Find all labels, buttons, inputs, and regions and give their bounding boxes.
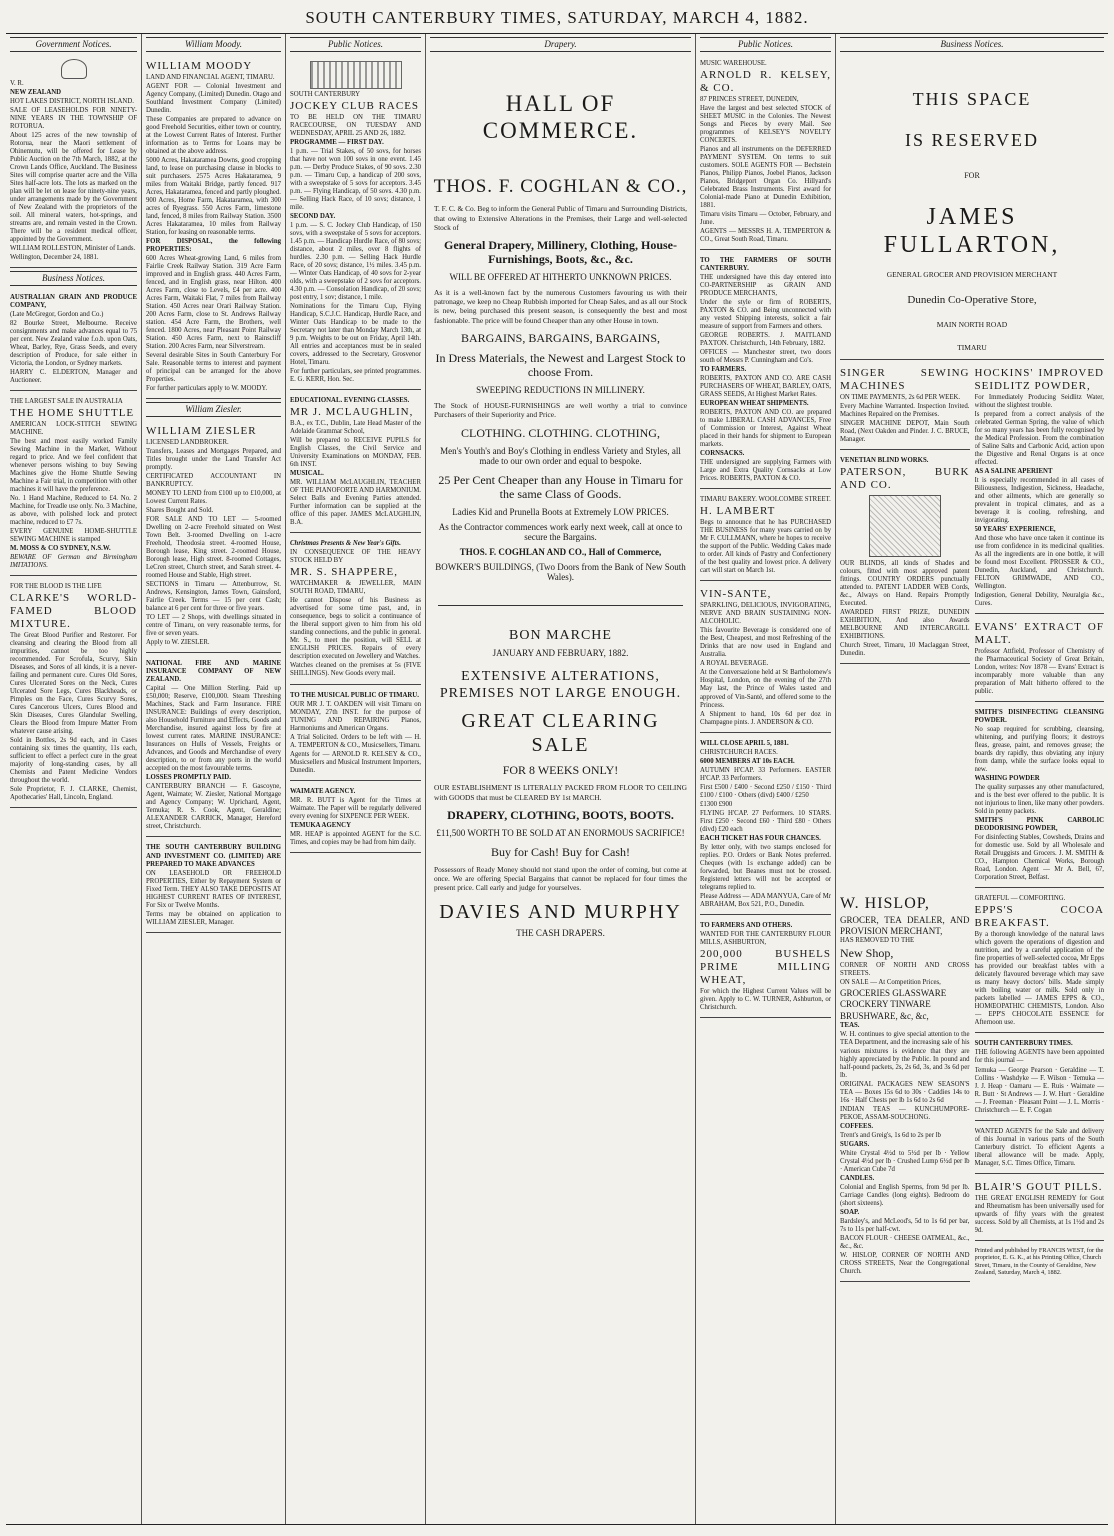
section-header: William Ziesler. (146, 402, 281, 417)
ad-epps-cocoa (975, 891, 1105, 1033)
ad-body: At the Conversazione held at St Bartholomew's Hospital, London, on the evening of the 27th May last, the Prince of Wales tasted and approved of Vin-Santé, and offered some to the Princess. (700, 669, 831, 709)
coghlan-offered: WILL BE OFFERED AT HITHERTO UNKNOWN PRICES. (449, 272, 672, 283)
clothing-sub: Men's Youth's and Boy's Clothing in endless Variety and Styles, all made to our own order and equal to bespoke. (440, 445, 681, 467)
royal-crest-icon (61, 59, 87, 79)
divider (438, 605, 683, 606)
buy-for-cash: Buy for Cash! Buy for Cash! (491, 844, 630, 859)
ad-title: EPPS'S COCOA BREAKFAST. (974, 904, 1104, 930)
ad-money: MONEY TO LEND from £100 up to £10,000, at Lowest Current Rates. (146, 489, 281, 505)
ad-sold: Sold in Bottles, 2s 9d each, and in Cases containing six times the quantity, 11s each, sufficient to effect a perfect cure in the great majority of long-standing cases, by all Chemists and Patent Medicine Vendors throughout the world. (10, 737, 137, 785)
ad-heading: EUROPEAN WHEAT SHIPMENTS. (700, 400, 809, 408)
ad-crockery: CROCKERY TINWARE (840, 999, 931, 1010)
ad-title: HOCKINS' IMPROVED SEIDLITZ POWDER, (974, 366, 1104, 392)
contractor-line: As the Contractor commences work early next week, call at once to secure the Bargains. (438, 521, 683, 543)
ad-heading: SALE OF LEASEHOLDS FOR NINETY-NINE YEARS IN THE TOWNSHIP OF ROTORUA. (10, 106, 137, 130)
ad-agents: CANTERBURY BRANCH — F. Gascoyne, Agent, Waimate; W. Ziesler, National Mortgage and Agency Company; W. Uprichard, Agent, Temuka; R. S. Cook, Agent, Geraldine; ALEXANDER CARRICK, Manager, Hereford street, Christchurch. (146, 783, 281, 831)
columns (6, 34, 1108, 1525)
ad-body: For which the Highest Current Values will be given. Apply to C. W. TURNER, Ashburton, or Christchurch. (700, 987, 831, 1011)
ad-title: 200,000 BUSHELS PRIME MILLING WHEAT, (700, 947, 831, 986)
ad-signature: A Shipment to hand, 10s 6d per doz in Champagne pints. J. ANDERSON & CO. (700, 710, 831, 726)
ad-title: H. LAMBERT (700, 505, 776, 518)
ad-banner: THE LARGEST SALE IN AUSTRALIA (10, 397, 123, 405)
ad-heading: TO FARMERS. (700, 366, 747, 374)
ad-heading: WASHING POWDER (974, 775, 1040, 783)
ad-building-investment (146, 840, 281, 932)
ad-heading: COFFEES. (840, 1122, 874, 1130)
ad-members: 6000 MEMBERS AT 10s EACH. (700, 757, 795, 765)
ad-town: Several desirable Sites in South Canterbury For Sale. Reasonable terms to interest and payment of principal can be arranged for the above Properties. (146, 352, 281, 384)
ad-body: Capital — One Million Sterling. Paid up £50,000; Reserve, £100,000. Steam Threshing Machines, Stack and Farm Insurance. FIRE INSURANCE: Buildings of every description, also Household Furniture and Effects, Goods and Merchandise, insured against loss by fire at lowest current rates. MARINE INSURANCE: Insurances on Hulls of Vessels, Freights or Advances, and Goods and Merchandise of every description, to or from any ports in the world accepted on the most favourable terms. (146, 685, 281, 773)
ad-title: NEW ZEALAND (10, 88, 62, 96)
ad-subtitle: GROCER, TEA DEALER, AND PROVISION MERCHANT, (840, 915, 970, 936)
ad-national-insurance (146, 656, 281, 837)
ad-address: Church Street, Timaru, 10 Maclaggan Street, Dunedin. (840, 641, 970, 657)
road-line: MAIN NORTH ROAD (936, 319, 1008, 329)
ad-kelsey (700, 56, 831, 250)
coghlan-intro: T. F. C. & Co. Beg to inform the General Public of Timaru and Surrounding Districts, that owing to Extensive Alterations in the Premises, their Large and well-selected Stock of (434, 204, 687, 232)
two-column-ads-lower (840, 891, 1104, 1285)
coghlan-para: As it is a well-known fact by the numerous Customers favouring us with their patronage, we keep no Cheap Rubbish imported for Cheap Sales, and as all our Stock is new, being purchased this present season, is consequently the best and most fashionable. The price will be found Cheaper than any other House in town. (434, 287, 687, 325)
ad-sections: SECTIONS in Timaru — Attenburrow, St. Andrews, Kensington, James Town, Gainsford, Fairlie Creek. Terms — 15 per cent Cash; balance at 6 per cent for three or five years. (146, 581, 281, 613)
ad-brush: BRUSHWARE, &c, &c, (840, 1010, 929, 1021)
grocer-line: GENERAL GROCER AND PROVISION MERCHANT (886, 270, 1058, 280)
ad-signature: Terms may be obtained on application to WILLIAM ZIESLER, Manager. (146, 910, 281, 926)
ad-body: By a thorough knowledge of the natural laws which govern the operations of digestion and nutrition, and by a careful application of the fine properties of well-selected cocoa, Mr Epps has provided our breakfast tables with a delicately flavoured beverage which may save us many heavy doctors' bills. Made simply with boiling water or milk. Sold only in packets labelled — JAMES EPPS & CO., HOMŒOPATHIC CHEMISTS, London. Also — EPP'S CHOCOLATE ESSENCE for Afternoon use. (974, 931, 1104, 1027)
section-header: Business Notices. (10, 271, 137, 286)
ad-awarded: AWARDED FIRST PRIZE, DUNEDIN EXHIBITION, And also Awards MELBOURNE AND INTERCARGILL EXHIBITIONS. (840, 608, 970, 640)
cheaper-line: 25 Per Cent Cheaper than any House in Timaru for the same Class of Goods. (438, 472, 683, 502)
ad-day2: 1 p.m. — S. C. Jockey Club Handicap, of 150 sovs, with a sweepstake of 5 sovs for acceptors. 1.45 p.m. — Handicap Hurdle Race, of 80 sovs; distance, about 2 miles, over 8 flights of hurdles. 2.30 p.m. — Selling Hack Hurdle Race, of 20 sovs; distance, 1½ miles. 3.45 p.m. — Winter Oats Handicap, of 40 sovs for 2-year olds, with a sweepstake of 2 sovs for acceptors. 4.30 p.m. — Consolation Handicap, of 20 sovs; post entry, 1 sov; distance, 1 mile. (290, 221, 422, 301)
ad-hockins (975, 363, 1105, 614)
ad-bacon: BACON FLOUR · CHEESE OATMEAL, &c., &c., &c. (840, 1234, 970, 1250)
ad-address: Please Address — ADA MANYUA, Care of Mr ABRAHAM, Box 521, P.O., Dunedin. (700, 892, 832, 908)
column-drapery (426, 34, 696, 1524)
drapery-boots-line: DRAPERY, CLOTHING, BOOTS, BOOTS. (447, 807, 674, 822)
bon-marche-date: JANUARY AND FEBRUARY, 1882. (492, 648, 629, 659)
ad-ziesler (146, 421, 281, 653)
ad-body: THE following AGENTS have been appointed for this journal — (974, 1049, 1104, 1065)
ad-body: Under the style or firm of ROBERTS, PAXTON & CO. and Being unconnected with any vested Shipping interests, solicit a fair measure of support from Farmers and others. (700, 298, 831, 330)
great-clearing-sale: GREAT CLEARING SALE (461, 710, 660, 756)
ad-body: Have the largest and best selected STOCK of SHEET MUSIC in the Colonies. The Newest Songs and Pieces by every Mail. See programmes of KELSEY'S NOVELTY CONCERTS. (700, 104, 831, 144)
ad-subtitle: LAND AND FINANCIAL AGENT, TIMARU. (146, 73, 275, 81)
ad-subtitle: SPARKLING, DELICIOUS, INVIGORATING, NERVE AND BRAIN SUSTAINING NON-ALCOHOLIC. (700, 602, 831, 626)
ad-body: Transfers, Leases and Mortgages Prepared, and Titles brought under the Land Transfer Act promptly. (146, 447, 281, 471)
ad-body: THE undersigned have this day entered into CO-PARTNERSHIP as GRAIN AND PRODUCE MERCHANTS, (700, 273, 831, 297)
ad-body: W. H. continues to give special attention to the TEA Department, and the increasing sale of his various mixtures is evidence that they are highly appreciated by the Public. In pound and half-pound packets, 2s, 2s 6d, 3s, and 3s 6d per lb. (840, 1031, 970, 1079)
ad-tag: GRATEFUL — COMFORTING. (974, 895, 1066, 903)
boots-line: Ladies Kid and Prunella Boots at Extremely LOW PRICES. (452, 507, 669, 518)
ad-title: THE HOME SHUTTLE (10, 406, 135, 419)
ad-body: The quality surpasses any other manufactured, and is the best ever offered to the public. It is not injurious to linen, like many other powders. Sold in penny packets. (974, 784, 1104, 816)
ad-title: CLARKE'S WORLD-FAMED BLOOD MIXTURE. (10, 592, 137, 630)
ad-body: WANTED AGENTS for the Sale and delivery of this Journal in various parts of the South Canterbury district. To efficient Agents a liberal allowance will be made. Apply, Manager, S.C. Times Office, Timaru. (974, 1127, 1104, 1167)
section-header: Public Notices. (700, 37, 831, 52)
ad-jockey-club (290, 56, 421, 391)
ad-heading: SOAP. (840, 1208, 860, 1216)
ad-heading: SOUTH CANTERBURY TIMES. (974, 1040, 1073, 1048)
ad-heading: EDUCATIONAL. EVENING CLASSES. (290, 397, 410, 405)
ad-signature: WILLIAM ROLLESTON, Minister of Lands. (10, 244, 136, 252)
extensive-alterations: EXTENSIVE ALTERATIONS, PREMISES NOT LARGE ENOUGH. (439, 668, 682, 701)
ad-title: ARNOLD R. KELSEY, & CO. (700, 68, 831, 94)
racehorse-icon (310, 61, 402, 89)
bon-marche-title: BON MARCHE (509, 627, 612, 643)
ad-waimate-agency (290, 784, 421, 853)
ad-body: The Great Blood Purifier and Restorer. For cleansing and clearing the Blood from all impurities, cannot be too highly recommended. For Scrofula, Scurvy, Skin Diseases, and Sores of all kinds, it is a never-failing and permanent cure. Cures Old Sores, Cures Ulcerated Sores on the Neck, Cures Ulcerated Sore Legs, Cures Blackheads, or Pimples on the Face, Cures Scurvy Sores, Cures Cancerous Ulcers, Cures Blood and Skin Diseases, Cures Glandular Swelling, Clears the Blood from Impure Matter From whatever cause arising. (10, 631, 137, 736)
house-furnishings: The Stock of HOUSE-FURNISHINGS are well worthy a trial to convince Purchasers of their Superiority and Price. (434, 401, 687, 420)
ad-list: FOR SALE AND TO LET — 5-roomed Dwelling on 2-acre Freehold situated on West Town Belt. 3-roomed Dwelling on 1-acre Freehold, Theodosia street. 4-roomed House, Borough lease, King street. 2-roomed House, Borough lease, High street. 8-roomed Cottages, LeCren street, Church street, and Sarah street. 4-roomed House and Stable, High street. (146, 515, 281, 580)
column-william-moody (142, 34, 286, 1524)
ad-terms: ON TIME PAYMENTS, 2s 6d PER WEEK. (840, 393, 961, 401)
ad-shappere (290, 536, 421, 684)
coghlan-sign: THOS. F. COGHLAN AND CO., Hall of Commerce, (459, 547, 662, 558)
ad-heading: WAIMATE AGENCY. (290, 787, 356, 795)
ad-flour-mills (700, 918, 831, 1018)
ad-onsale: ON SALE — At Competition Prices, (840, 978, 941, 986)
ad-heading: SMITH'S PINK CARBOLIC DEODORISING POWDER, (974, 817, 1104, 833)
ad-subtitle: SOUTH CANTERBURY (290, 90, 361, 98)
ad-where: TO BE HELD ON THE TIMARU RACECOURSE, ON TUESDAY AND WEDNESDAY, APRIL 25 AND 26, 1882. (290, 113, 421, 137)
ad-signature: Sole Proprietor, F. J. CLARKE, Chemist, Apothecaries' Hall, Lincoln, England. (10, 786, 137, 802)
ad-body: ROBERTS, PAXTON AND CO. ARE CASH PURCHASERS OF WHEAT, BARLEY, OATS, GRASS SEEDS, At Highest Market Rates. (700, 375, 831, 399)
ad-title: NATIONAL FIRE AND MARINE INSURANCE COMPANY OF NEW ZEALAND. (146, 660, 281, 684)
ad-body: OUR BLINDS, all kinds of Shades and colours, fitted with most approved patent fittings. COUNTRY ORDERS punctually attended to. PATENT LADDER WEB Cords, &c., Always on Hand. Repairs Promptly Executed. (840, 559, 970, 607)
ad-subtitle: For Immediately Producing Seidlitz Water, without the slightest trouble. (974, 393, 1104, 409)
ad-heading: CANDLES. (840, 1174, 875, 1182)
ad-clarke-blood-mixture (10, 579, 137, 808)
ad-body: Trent's and Greig's, 1s 6d to 2s per lb (840, 1131, 941, 1139)
right-subcolumn (975, 363, 1105, 892)
fullarton-name: JAMES FULLARTON, (883, 203, 1061, 258)
ad-title: BLAIR'S GOUT PILLS. (974, 1180, 1103, 1193)
ad-genuine: EVERY GENUINE HOME-SHUTTLE SEWING MACHINE is stamped (10, 527, 137, 543)
ad-body: THE undersigned are supplying Farmers with Large and Extra Quality Cornsacks at Low Prices. ROBERTS, PAXTON & CO. (700, 459, 831, 483)
coghlan-stock: General Drapery, Millinery, Clothing, House-Furnishings, Boots, &c., &c. (444, 238, 677, 267)
ad-title: EVANS' EXTRACT OF MALT. (974, 620, 1104, 646)
ad-agents: Temuka — George Pearson · Geraldine — T. Collins · Washdyke — F. Wilson · Temuka — J. J. Heap · Oamaru — E. Ruis · Waimate — R. Butt · St Andrews — J. W. Hurt · Geraldine — J. Freeman · Pleasant Point — J. L. Morris · Christchurch — E. F. Cogan (974, 1066, 1104, 1114)
ad-list: 600 Acres Wheat-growing Land, 6 miles from Fairlie Creek Railway Station. 319 Acre Farm improved and in English grass. 440 Acres Farm, fenced, and in English grass, near Hilton. 400 Acres Farm, close to Levels, £4 per acre. 400 Acres Farm, Waitaki Flat, 7 miles from Railway Station. 450 Acres near Orari Railway Station. 200 Acres Farm, close to St. Andrews Railway station. 454 Acre Farm, the Brothers, well fenced. 1800 Acres, near Pleasant Point Railway Station. 450 Acres Farm, next to Rainscliff Station. 200 Acres Farm, near Silverstream. (146, 254, 281, 351)
ad-christchurch-races (700, 736, 831, 915)
ad-heading: VENETIAN BLIND WORKS. (840, 456, 929, 464)
ad-body: White Crystal 4½d to 5½d per lb · Yellow Crystal 4½d per lb · Crushed Lump 6½d per lb · American Cube 7d (840, 1149, 970, 1173)
ad-totals: £1300 £900 (700, 800, 733, 808)
ad-prices: No. 1 Hand Machine, Reduced to £4. No. 2 Machine, for Treadle use only. No. 3 Machine, as above, with polished lock and protect machine, reduced to £7 7s. (10, 494, 137, 526)
ad-agents: AGENTS — MESSRS H. A. TEMPERTON & CO., Great South Road, Timaru. (700, 227, 831, 243)
ad-intro: IN CONSEQUENCE OF THE HEAVY STOCK HELD BY (290, 549, 421, 565)
ad-signature: GEORGE ROBERTS. J. MAITLAND PAXTON. Christchurch, 14th February, 1882. (700, 331, 831, 347)
eight-weeks: FOR 8 WEEKS ONLY! (502, 763, 619, 778)
ad-signature: HARRY C. ELDERTON, Manager and Auctioneer. (10, 368, 137, 384)
ad-handicaps: AUTUMN H'CAP. 33 Performers. EASTER H'CAP. 33 Performers. (700, 766, 831, 782)
ad-grain-company (10, 290, 137, 391)
ready-money-para: Possessors of Ready Money should not stand upon the order of coming, but come at once. We are offering Special Bargains that cannot be replaced for four times the present price. Call early and judge for yourselves. (434, 864, 687, 893)
ad-signature: For further particulars apply to W. MOODY. (146, 385, 268, 393)
ad-heading: TEMUKA AGENCY (290, 821, 351, 829)
left-subcolumn (840, 363, 970, 892)
ad-let: TO LET — 2 Shops, with dwellings situated in centre of Timaru, on very reasonable terms, for five or seven years. (146, 614, 281, 638)
ad-address: 87 PRINCES STREET, DUNEDIN, (700, 95, 799, 103)
ad-educational (290, 393, 421, 533)
imprint: Printed and published by FRANCIS WEST, for the proprietor, E. G. K., at his Printing Office, Church Street, Timaru, in the County of Geraldine, New Zealand, Saturday, March 4, 1882. (974, 1247, 1104, 1277)
hall-of-commerce-title: HALL OF COMMERCE. (482, 90, 639, 143)
ad-groceries: GROCERIES GLASSWARE (840, 987, 947, 998)
ad-agent: AGENT FOR — Colonial Investment and Agency Company, (Limited) Dunedin. Otago and Southland Investment Company (Limited) Dunedin. (146, 82, 281, 114)
ad-blair-pills (975, 1177, 1105, 1241)
ad-signature: SINGER MACHINE DEPOT, Main South Road, (Next Oakden and Pinder. J. C. BRUCE, Manager. (840, 419, 970, 443)
ad-subtitle: WANTED FOR THE CANTERBURY FLOUR MILLS, ASHBURTON, (700, 930, 831, 946)
ad-title: SINGER SEWING MACHINES (840, 366, 970, 392)
ad-heading: FOR DISPOSAL, the following PROPERTIES: (146, 237, 281, 253)
ad-piano-tuning (290, 688, 421, 781)
ad-subtitle: AMERICAN LOCK-STITCH SEWING MACHINE. (10, 420, 137, 436)
ad-signature: For further particulars, see printed programmes. E. G. KERR, Hon. Sec. (290, 368, 421, 384)
ad-moody (146, 56, 281, 400)
ad-body: This favourite Beverage is considered one of the Best, Cheapest, and most Refreshing of the Drinks that are now used in England and Australia. (700, 627, 831, 659)
ad-body: It is especially recommended in all cases of Biliousness, Indigestion, Sickness, Headache, and other ailments, which are generally so prevalent in tropical climates, and as a beverage it is cooling, refreshing, and invigorating. (974, 476, 1104, 524)
ad-body: Begs to announce that he has PURCHASED THE BUSINESS for many years carried on by Mr F. CULLMANN, where he hopes to receive the support of the Public. Wedding Cakes made to order. All kinds of Pastry and Confectionery of the best quality and lowest price. A delivery cart will start on March 1st. (700, 519, 831, 575)
ad-indian: INDIAN TEAS — KUNCHUMPORE-PEKOE, ASSAM-SOUCHONG. (840, 1105, 970, 1121)
ad-trial: A Trial Solicited. Orders to be left with — H. A. TEMPERTON & CO., Musicsellers, Timaru. (290, 733, 421, 749)
ad-subtitle: WATCHMAKER & JEWELLER, MAIN SOUTH ROAD, TIMARU, (290, 580, 421, 596)
masthead: SOUTH CANTERBURY TIMES, SATURDAY, MARCH 4, 1882. (6, 6, 1108, 34)
ad-offices: OFFICES — Manchester street, two doors south of Messrs P. Cunningham and Co's. (700, 349, 831, 365)
venetian-blind-icon (869, 495, 941, 557)
section-header: Drapery. (430, 37, 691, 52)
section-header: Public Notices. (290, 37, 421, 52)
ad-heading: MUSICAL. (290, 470, 324, 478)
ad-date: Wellington, December 24, 1881. (10, 253, 99, 261)
ad-title: THE SOUTH CANTERBURY BUILDING AND INVESTMENT CO. (LIMITED) ARE PREPARED TO MAKE ADVANCES (146, 844, 281, 868)
ad-title: SMITH'S DISINFECTING CLEANSING POWDER. (974, 708, 1104, 724)
ad-body: Every Machine Warranted. Inspection Invited. Machines Repaired on the Premises. (840, 402, 970, 418)
ad-nominations: Nominations for the Timaru Cup, Flying Handicap, S.C.J.C. Handicap, Hurdle Race, and Winter Oats Handicap to be made to the Secretary not later than Monday March 13th, at 9 p.m. Weights to be out on Friday, April 14th. All entries and acceptances must be in sealed covers, addressed to the Secretary, Grosvenor Hotel, Timaru. (290, 302, 421, 367)
ad-timaru-bakery (700, 492, 831, 581)
ad-times-agents (975, 1036, 1105, 1120)
ad-body: OUR MR J. T. OAKDEN will visit Timaru on MONDAY, 27th INST. for the purpose of TUNING AND REPAIRING Pianos, Harmoniums and American Organs. (290, 700, 421, 732)
ad-body: These Companies are prepared to advance on good Freehold Securities, either town or country, at the Lowest Current Rates of Interest. Further information as to Terms for Loans may be obtained at the above address. (146, 115, 281, 155)
coop-line: Dunedin Co-Operative Store, (907, 293, 1037, 306)
ad-heading: TO THE FARMERS OF SOUTH CANTERBURY. (700, 256, 831, 272)
ad-signature: Apply to W. ZIESLER. (146, 639, 210, 647)
ad-vin-sante (700, 584, 831, 732)
section-header: Business Notices. (840, 37, 1104, 52)
ad-title: CHRISTCHURCH RACES. (700, 748, 778, 756)
left-subcolumn (840, 891, 970, 1285)
ad-maker: M. MOSS & CO SYDNEY, N.S.W. (10, 544, 111, 552)
ad-heading: SECOND DAY. (290, 212, 336, 220)
ad-heading: AS A SALINE APERIENT (974, 467, 1053, 475)
ad-losses: LOSSES PROMPTLY PAID. (146, 774, 231, 782)
ad-subtitle: HOT LAKES DISTRICT, NORTH ISLAND. (10, 97, 134, 105)
ad-corner: CORNER OF NORTH AND CROSS STREETS. (840, 961, 970, 977)
ad-removed: HAS REMOVED TO THE (840, 937, 915, 945)
ad-flying: FLYING H'CAP. 27 Performers. 10 STARS. First £250 · Second £60 · Third £80 · Others (divd) £20 each (700, 809, 831, 833)
ad-body: Professor Attfield, Professor of Chemistry of the Pharmaceutical Society of Great Britain, London, writes: Nov 1878 — Evans' Extract is incomparably more valuable than any preparation of Malt hitherto offered to the public. (974, 647, 1104, 695)
ad-heading: CORNSACKS. (700, 450, 745, 458)
is-reserved: IS RESERVED (904, 129, 1040, 150)
ad-subtitle: (Late McGregor, Gordon and Co.) (10, 310, 104, 318)
ad-shop: New Shop, (840, 946, 894, 961)
ad-body: THE GREAT ENGLISH REMEDY for Gout and Rheumatism has been universally used for upwards of fifty years with the greatest success. Sold by all Chemists, at 1s 1½d and 2s 9d. (974, 1194, 1104, 1234)
coghlan-address: BOWKER'S BUILDINGS, (Two Doors from the Bank of New South Wales). (435, 561, 686, 583)
ad-visit: Timaru visits Timaru — October, February, and June. (700, 210, 831, 226)
establishment-line: OUR ESTABLISHMENT IS LITERALLY PACKED FROM FLOOR TO CEILING with GOODS that must be CLEARED BY 1st MARCH. (434, 783, 687, 802)
ad-heading: 50 YEARS' EXPERIENCE, (974, 525, 1056, 533)
town-line: TIMARU (957, 342, 987, 352)
ad-title: WILLIAM MOODY (146, 59, 253, 72)
davies-murphy-sub: THE CASH DRAPERS. (516, 928, 605, 939)
ad-title: AUSTRALIAN GRAIN AND PRODUCE COMPANY, (10, 293, 137, 309)
ad-heading: SUGARS. (840, 1140, 870, 1148)
ad-heading: TEAS. (840, 1022, 860, 1030)
ad-body: And those who have once taken it continue its use from confidence in its medicinal qualities. As all the ingredients are in one bottle, it will be found most Excellent. PROSSER & CO., Dunedin, Auckland, and Christchurch. FELTON GRIMWADE, AND CO., Wellington. (974, 534, 1104, 590)
ad-body: The best and most easily worked Family Sewing Machine in the Market, Without regard to price. And we feel confident that whenever persons wishing to buy Sewing Machines give the Home Shuttle Sewing Machine a Fair trial, in competition with other machines it will have the preference. (10, 437, 137, 493)
ad-body: He cannot Dispose of his Business as advertised for some time past, and, in consequence, begs to solicit a continuance of the liberal support given to him from his old standing connections, and the public in general. Mr. S., to meet the position, will SELL at ENGLISH PRICES. Repairs of every description executed on Jewellery and Watches. (290, 597, 421, 661)
ad-body: 82 Bourke Street, Melbourne. Receive consignments and make advances equal to 75 per cent. New Zealand value f.o.b. upon Oats, Wheat, Barley, Rye, Grass Seeds, and every description of Produce, for sale either in Victoria, the London, or Sydney markets. (10, 319, 137, 367)
ad-body: MR. WILLIAM McLAUGHLIN, TEACHER OF THE PIANOFORTE AND HARMONIUM. Select Balls and Evening Parties attended. Further information can be supplied at the office of this paper. JAMES McLAUGHLIN, B.A. (290, 479, 421, 527)
ad-body: By letter only, with two stamps enclosed for replies. P.O. Orders or Bank Notes preferred. Cheques (with 1s exchange added) can be forwarded, but Beanes must not be crossed. Registered letters will not be accepted or telegrams replied to. (700, 843, 831, 891)
ad-prizes: First £500 / £400 · Second £250 / £150 · Third £100 / £100 · Others (divd) £400 / £250 (700, 783, 831, 799)
ad-body: ROBERTS, PAXTON AND CO. are prepared to make LIBERAL CASH ADVANCES, Free of Commission or Interest, Against Wheat placed in their hands for shipment to European markets. (700, 409, 831, 449)
ad-wanted-agents (975, 1124, 1105, 1174)
ad-home-shuttle (10, 394, 137, 576)
ad-body: Will be prepared to RECEIVE PUPILS for English Classes, the Civil Service and University Examinations on MONDAY, FEB. 6th INST. (290, 437, 421, 469)
two-column-ads (840, 363, 1104, 892)
ad-heading: A ROYAL BEVERAGE. (700, 660, 769, 668)
ad-original: ORIGINAL PACKAGES NEW SEASON'S TEA — Boxes 15s 6d to 30s · Caddies 14s to 16s · Half Chests per lb 1s 6d to 2s 6d (840, 1080, 970, 1104)
ad-tag: Indigestion, General Debility, Neuralgia &c., Cures. (974, 591, 1104, 607)
ad-title: JOCKEY CLUB RACES (290, 99, 420, 112)
bargains-sub: In Dress Materials, the Newest and Largest Stock to choose From. (435, 351, 686, 380)
ad-body: MR. HEAP is appointed AGENT for the S.C. Times, and copies may be had from him daily. (290, 830, 421, 846)
ad-banner: Christmas Presents & New Year's Gifts. (290, 540, 401, 548)
ad-heading: TO THE MUSICAL PUBLIC OF TIMARU. (290, 691, 419, 699)
ad-hislop (840, 891, 970, 1282)
ad-venetian-blinds (840, 453, 970, 664)
ad-smiths-powder (975, 705, 1105, 888)
ad-heading: WILL CLOSE APRIL 5, 1881. (700, 739, 789, 747)
ad-day1: 1 p.m. — Trial Stakes, of 50 sovs, for horses that have not won 100 sovs in one event. 1.45 p.m. — Derby Produce Stakes, of 90 sovs. 2.30 p.m. — Timaru Cup, a handicap of 200 sovs, with a sweepstake of 5 sovs for acceptors. 3.45 p.m. — Flying Handicap, of 50 sovs. 4.30 p.m. — Selling Hack Race, of 10 sovs; distance, 1 mile. (290, 147, 421, 211)
column-government-notices (6, 34, 142, 1524)
ad-heading: PROGRAMME — FIRST DAY. (290, 138, 384, 146)
right-subcolumn (975, 891, 1105, 1285)
ad-body: Colonial and English Sperms, from 9d per lb. Carriage Candles (long eights). Bedroom do (short sixteens). (840, 1183, 970, 1207)
ad-beware: BEWARE OF German and Birmingham IMITATIONS. (10, 553, 137, 569)
ad-fullarton (840, 56, 1104, 360)
ad-body: MR. R. BUTT is Agent for the Times at Waimate. The Paper will be regularly delivered every evening for SIXPENCE PER WEEK. (290, 796, 421, 820)
ad-roberts-paxton (700, 253, 831, 489)
ad-subtitle: B.A., ex T.C., Dublin, Late Head Master of the Adelaide Grammar School, (290, 420, 421, 436)
ad-note: Watches cleaned on the premises at 5s (FIVE SHILLINGS). New Goods every mail. (290, 662, 421, 678)
section-header: Government Notices. (10, 37, 137, 52)
bargains-heading: BARGAINS, BARGAINS, BARGAINS, (460, 330, 661, 345)
vr-mark: V. R. (10, 79, 24, 87)
ad-list: 5000 Acres, Hakataramea Downs, good cropping land, to lease on purchasing clause in blocks to suit purchasers. 2575 Acres Hakataramea, 9 miles from Waitaki Bridge, partly fenced. 917 Acres, Hakataramea, fenced and partly ploughed. 900 Acres, Home Farm, Hakataramea, with 300 acres of Ryegrass. 550 Acres Farm, limestone land, fenced, 8 miles from Railway Station. 3500 Acres Hakataramea, 10 miles from Railway Station, for leasing on reasonable terms. (146, 156, 281, 236)
ad-heading: TO FARMERS AND OTHERS. (700, 921, 793, 929)
for-label: FOR (964, 171, 980, 181)
ad-agents: Agents for — ARNOLD R. KELSEY & CO., Musicsellers and Musical Instrument Importers, Dunedin. (290, 750, 421, 774)
ad-shares: Shares Bought and Sold. (146, 506, 214, 514)
column-public-notices (286, 34, 426, 1524)
ad-heading: TIMARU BAKERY. WOOLCOMBE STREET. (700, 496, 831, 504)
ad-banner: FOR THE BLOOD IS THE LIFE (10, 583, 102, 590)
ad-title: PATERSON, BURK AND CO. (840, 465, 970, 491)
ad-body: Is prepared from a correct analysis of the celebrated German Spring, the value of which for so many years has been fully recognised by the Medical Profession. From the combination of Saline Salts and Carbonic Acid, action upon the Digestive and Renal Organs is at once effected. (974, 410, 1104, 466)
ad-body: About 125 acres of the new township of Rotorua, near the Maori settlement of Ohinemutu, will be offered for Lease by Public Auction on the 7th March, 1882, at the Crown Lands Office, Auckland. The Business Sites will comprise quarter acre and the Villa Sites half-acre lots. The lots as marked on the plan will be let on lease for ninety-nine years, under arrangements made by the Government of New Zealand with the proprietors of the soil. All mineral waters, hot-springs, and streams are, and remain vested in the Crown. There will be a resident medical officer, appointed by the Government. (10, 131, 137, 243)
ad-body: Bardsley's, and McLeod's, 5d to 1s 6d per bar, 7s to 11s per half-cwt. (840, 1217, 970, 1233)
clothing-heading: CLOTHING. CLOTHING. CLOTHING, (461, 425, 660, 440)
this-space: THIS SPACE (912, 88, 1032, 109)
ad-title: MR. S. SHAPPERE, (290, 566, 399, 579)
ad-pianos: Pianos and all instruments on the DEFERRED PAYMENT SYSTEM. On terms to suit customers. SOLE AGENTS FOR — Bechstein Pianos, Philipp Pianos, Joebel Pianos, Jackson Pianos, Bridgeport Organ Co. Hillyard's Celebrated Brass Instruments. First award for Colonial-made Piano at Dunedin Exhibition, 1881. (700, 145, 831, 209)
ad-rotorua-leaseholds (10, 56, 137, 268)
ad-banner: MUSIC WAREHOUSE. (700, 59, 767, 67)
ad-evans-malt (975, 617, 1105, 702)
ad-title: W. HISLOP, (840, 895, 930, 913)
ad-body: For disinfecting Stables, Cowsheds, Drains and for domestic use. Sold by all Wholesale and Retail Druggists and Grocers. J. M. SMITH & CO., Hampton Chemical Works, Borough Road, London. Agent — Mr A. Bell, 67, Corporation Street, Belfast. (974, 834, 1104, 882)
worth-line: £11,500 WORTH TO BE SOLD AT AN ENORMOUS SACRIFICE! (436, 828, 685, 839)
column-public-notices-2 (696, 34, 836, 1524)
column-business-notices (836, 34, 1108, 1524)
davies-murphy-title: DAVIES AND MURPHY (439, 900, 682, 923)
ad-body: No soap required for scrubbing, cleansing, whitening, and purifying floors; it destroys fleas, grease, paint, and removes grease; the boards dry rapidly, thus obviating any injury from damp, while the surface looks equal to new. (974, 726, 1104, 774)
coghlan-firm: THOS. F. COGHLAN & CO., (433, 175, 688, 197)
ad-singer (840, 363, 970, 450)
ad-ticket: EACH TICKET HAS FOUR CHANCES. (700, 834, 821, 842)
ad-heading: CERTIFICATED ACCOUNTANT IN BANKRUPTCY. (146, 472, 281, 488)
ad-subtitle: LICENSED LANDBROKER. (146, 438, 229, 446)
millinery-line: SWEEPING REDUCTIONS IN MILLINERY. (476, 385, 645, 396)
ad-title: WILLIAM ZIESLER (146, 424, 257, 437)
section-header: William Moody. (146, 37, 281, 52)
ad-title: MR J. MCLAUGHLIN, (290, 406, 414, 419)
ad-body: ON LEASEHOLD OR FREEHOLD PROPERTIES, Either by Repayment System or Fixed Term. THEY ALSO TAKE DEPOSITS AT HIGHEST CURRENT RATES OF INTEREST, For Six or Twelve Months. (146, 869, 281, 909)
ad-title: VIN-SANTE, (700, 588, 772, 601)
ad-signature: W. HISLOP, CORNER OF NORTH AND CROSS STREETS, Near the Congregational Church. (840, 1251, 970, 1275)
